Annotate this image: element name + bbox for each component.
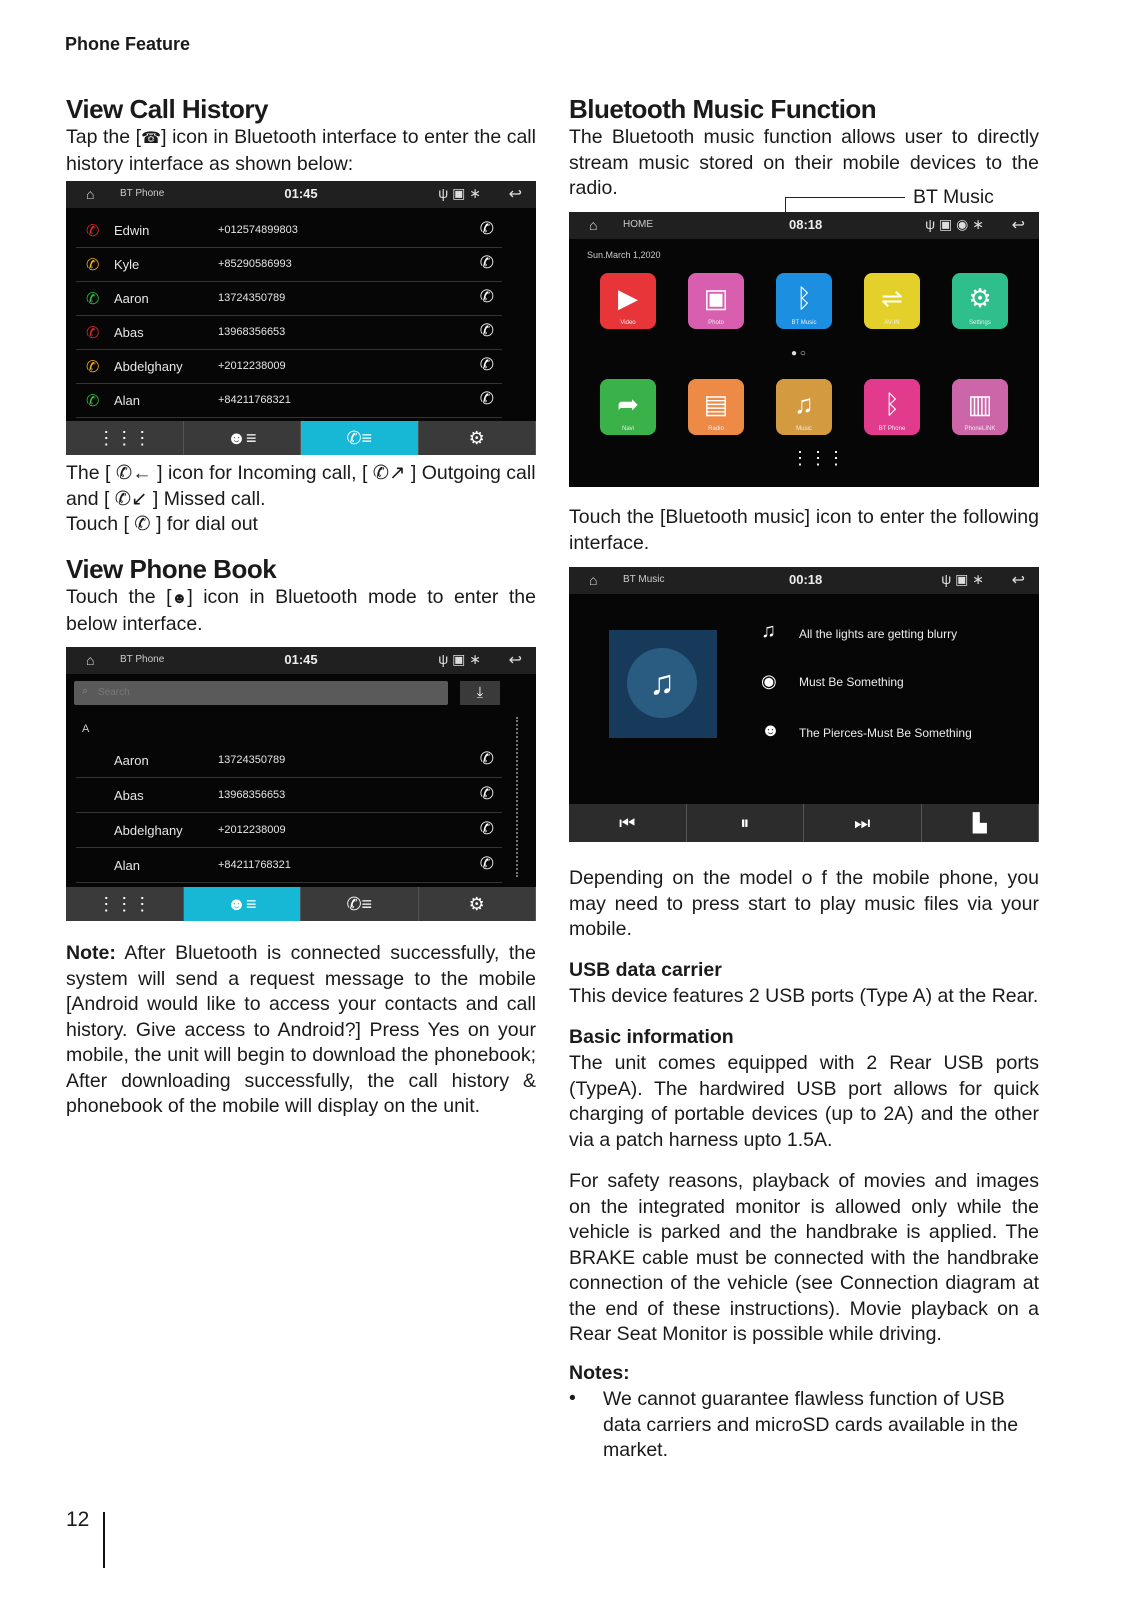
dial-icon[interactable]: ✆ [479, 819, 494, 838]
dial-icon[interactable]: ✆ [479, 749, 494, 768]
notes-title: Notes: [569, 1362, 630, 1384]
bottom-tab-bar [66, 887, 536, 921]
call-row[interactable]: ✆ Abdelghany +2012238009 ✆ [76, 349, 502, 384]
dial-icon[interactable]: ✆ [479, 854, 494, 873]
phone-book-screen [66, 647, 536, 921]
missed-call-icon: ✆ [86, 223, 100, 240]
bullet: • [569, 1387, 576, 1409]
settings-tab-icon[interactable]: ⚙ [419, 887, 537, 921]
dial-icon[interactable]: ✆ [479, 321, 494, 340]
playback-controls [569, 804, 1039, 842]
status-icons: ψ ▣ ∗ [438, 185, 481, 201]
artist-name: The Pierces-Must Be Something [799, 726, 972, 740]
settings-tab-icon[interactable]: ⚙ [419, 421, 537, 455]
phone-book-intro: Touch the [☻] icon in Bluetooth mode to enter the below interface. [66, 586, 536, 635]
call-row[interactable]: ✆ Kyle +85290586993 ✆ [76, 247, 502, 282]
app-label: BT Phone [878, 426, 906, 432]
call-log-tab-icon[interactable]: ✆≡ [301, 887, 419, 921]
album-icon: ◉ [761, 671, 777, 691]
call-row[interactable]: ✆ Alan +84211768321 ✆ [76, 383, 502, 418]
bt-phone-icon[interactable]: ᛒ BT Phone [864, 379, 920, 435]
enter-music-text: Touch the [Bluetooth music] icon to enter the following interface. [569, 506, 1039, 554]
av-in-icon[interactable]: ⇌ AV-IN [864, 273, 920, 329]
basic-info-title: Basic information [569, 1026, 734, 1048]
callout-line [785, 197, 905, 198]
outgoing-call-icon: ✆↗ [367, 462, 411, 484]
call-log-icon: ☎ [141, 130, 162, 147]
home-icon[interactable]: ⌂ [589, 217, 598, 233]
page-number: 12 [66, 1508, 90, 1531]
incoming-call-icon: ✆ [86, 393, 100, 410]
note-paragraph: Note: After Bluetooth is connected successfully, the system will send a request message to the mobile [Android would like to access your contacts and call history. Give access to Android?] Press Yes on your mobile, the unit will begin to download the phonebook; After downloading successfully, the call history & phonebook of the mobile will display on the unit. [66, 942, 536, 1117]
usb-title: USB data carrier [569, 959, 722, 981]
album-title: Must Be Something [799, 675, 904, 689]
app-label: Photo [708, 320, 724, 326]
photo-icon[interactable]: ▣ Photo [688, 273, 744, 329]
date-label: Sun.March 1,2020 [587, 250, 661, 260]
contacts-icon: ☻ [171, 590, 188, 607]
basic-info-text: The unit comes equipped with 2 Rear USB ports (TypeA). The hardwired USB port allows for quick charging of portable devices (up to 2A) and the other via a patch harness upto 1.5A. [569, 1052, 1039, 1151]
status-bar: ⌂ BT Phone 01:45 ψ ▣ ∗ ↩ [66, 181, 536, 208]
home-icon[interactable]: ⌂ [86, 186, 95, 202]
usb-text: This device features 2 USB ports (Type A) at the Rear. [569, 985, 1039, 1007]
outgoing-call-icon: ✆ [86, 359, 100, 376]
bottom-tab-bar [66, 421, 536, 455]
call-row[interactable]: ✆ Abas 13968356653 ✆ [76, 315, 502, 350]
artist-icon: ☻ [761, 720, 780, 740]
contact-row[interactable]: Abdelghany +2012238009 ✆ [76, 813, 502, 848]
bt-music-title: Bluetooth Music Function [569, 94, 877, 124]
dial-icon[interactable]: ✆ [479, 389, 494, 408]
music-note-icon: ♫ [627, 648, 697, 718]
back-icon[interactable]: ↩ [1011, 572, 1025, 589]
phonelink-icon[interactable]: ▥ PhoneLINK [952, 379, 1008, 435]
home-icon[interactable]: ⌂ [86, 652, 95, 668]
app-label: Radio [708, 426, 724, 432]
app-label: Settings [969, 320, 991, 326]
search-icon: ⌕ [82, 685, 89, 697]
call-log-tab-icon[interactable]: ✆≡ [301, 421, 419, 455]
index-letter: A [82, 723, 90, 735]
dial-icon[interactable]: ✆ [479, 253, 494, 272]
bt-music-callout: BT Music [913, 186, 994, 208]
back-icon[interactable]: ↩ [508, 652, 522, 669]
home-screen [569, 212, 1039, 487]
equalizer-icon[interactable]: ▙ [922, 804, 1040, 842]
page-indicator: ● ○ [791, 348, 806, 359]
contact-row[interactable]: Alan +84211768321 ✆ [76, 848, 502, 883]
dialpad-tab-icon[interactable]: ⋮⋮⋮ [66, 421, 184, 455]
app-drawer-icon[interactable]: ⋮⋮⋮ [791, 448, 845, 468]
app-label: AV-IN [884, 320, 900, 326]
contact-row[interactable]: Abas 13968356653 ✆ [76, 778, 502, 813]
call-history-title: View Call History [66, 94, 268, 124]
incoming-call-icon: ✆ [86, 291, 100, 308]
status-icons: ψ ▣ ◉ ∗ [925, 216, 984, 232]
missed-call-icon: ✆↙ [109, 487, 153, 510]
dial-icon[interactable]: ✆ [479, 219, 494, 238]
back-icon[interactable]: ↩ [1011, 217, 1025, 234]
app-label: BT Music [791, 320, 817, 326]
previous-icon[interactable]: ⏮ [569, 804, 687, 842]
section-header: Phone Feature [65, 34, 191, 54]
bt-music-screen [569, 567, 1039, 842]
album-art [609, 630, 717, 738]
next-icon[interactable]: ⏭ [804, 804, 922, 842]
app-label: Music [796, 426, 812, 432]
call-row[interactable]: ✆ Aaron 13724350789 ✆ [76, 281, 502, 316]
footer-divider [103, 1512, 105, 1568]
alphabet-scroll-bar[interactable] [516, 717, 522, 877]
dial-icon[interactable]: ✆ [479, 784, 494, 803]
dial-icon: ✆ [128, 513, 157, 535]
song-icon: ♫ [761, 620, 776, 642]
dial-icon[interactable]: ✆ [479, 355, 494, 374]
safety-text: For safety reasons, playback of movies and images on the integrated monitor is allowed only while the vehicle is parked and the handbrake is applied. The BRAKE cable must be connected with the handbrake connection of the vehicle (see Connection diagram at the end of these instructions). Movie playback on a Rear Seat Monitor is possible while driving. [569, 1170, 1039, 1345]
status-icons: ψ ▣ ∗ [941, 571, 984, 587]
contact-row[interactable]: Aaron 13724350789 ✆ [76, 743, 502, 778]
bt-music-intro: The Bluetooth music function allows user to directly stream music stored on their mobile devices to the radio. [569, 126, 1039, 199]
missed-call-icon: ✆ [86, 325, 100, 342]
video-icon[interactable]: ▶ Video [600, 273, 656, 329]
song-title: All the lights are getting blurry [799, 627, 958, 641]
usb-note-item: We cannot guarantee flawless function of USB data carriers and microSD cards available in the market. [603, 1388, 1019, 1461]
download-button[interactable]: ⤓ [460, 681, 500, 705]
app-label: PhoneLINK [964, 426, 996, 432]
model-note-text: Depending on the model o f the mobile phone, you may need to press start to play music files via your mobile. [569, 867, 1039, 940]
music-icon[interactable]: ♫ Music [776, 379, 832, 435]
back-icon[interactable]: ↩ [508, 186, 522, 203]
status-bar: ⌂ HOME 08:18 ψ ▣ ◉ ∗ ↩ [569, 212, 1039, 239]
status-bar: ⌂ BT Music 00:18 ψ ▣ ∗ ↩ [569, 567, 1039, 594]
call-icon-legend: The [ ✆← ] icon for Incoming call, [ ✆↗ ] Outgoing call and [ ✆↙ ] Missed call. Touch [ ✆ ] for dial out [66, 462, 536, 535]
home-icon[interactable]: ⌂ [589, 572, 598, 588]
dial-icon[interactable]: ✆ [479, 287, 494, 306]
search-input[interactable]: ⌕ Search [74, 681, 448, 705]
app-label: Navi [621, 426, 634, 432]
gear-icon[interactable]: ⚙ Settings [952, 273, 1008, 329]
call-history-intro: Tap the [☎] icon in Bluetooth interface to enter the call history interface as shown below: [66, 126, 536, 175]
navi-icon[interactable]: ➦ Navi [600, 379, 656, 435]
call-history-screen [66, 181, 536, 455]
call-row[interactable]: ✆ Edwin +012574899803 ✆ [76, 213, 502, 248]
status-icons: ψ ▣ ∗ [438, 651, 481, 667]
phone-book-title: View Phone Book [66, 554, 277, 584]
dialpad-tab-icon[interactable]: ⋮⋮⋮ [66, 887, 184, 921]
pause-icon[interactable]: ⏸ [687, 804, 805, 842]
radio-icon[interactable]: ▤ Radio [688, 379, 744, 435]
incoming-call-icon: ✆← [110, 462, 158, 484]
app-label: Video [620, 320, 636, 326]
outgoing-call-icon: ✆ [86, 257, 100, 274]
status-bar: ⌂ BT Phone 01:45 ψ ▣ ∗ ↩ [66, 647, 536, 674]
contacts-tab-icon[interactable]: ☻≡ [184, 421, 302, 455]
bluetooth-icon[interactable]: ᛒ BT Music [776, 273, 832, 329]
contacts-tab-icon[interactable]: ☻≡ [184, 887, 302, 921]
